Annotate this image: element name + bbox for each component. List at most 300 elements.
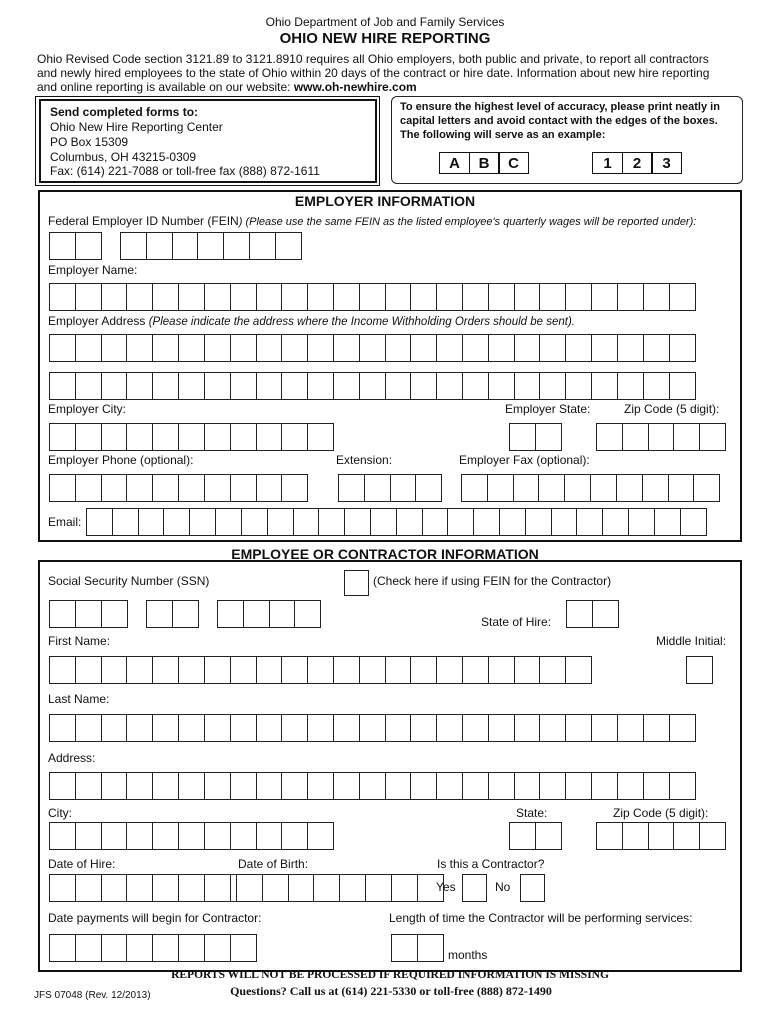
char-box[interactable]	[75, 714, 102, 742]
char-box[interactable]	[241, 508, 268, 536]
char-box[interactable]	[539, 714, 566, 742]
char-box[interactable]	[462, 656, 489, 684]
char-box[interactable]	[75, 772, 102, 800]
char-box[interactable]	[281, 822, 308, 850]
char-box[interactable]	[126, 934, 153, 962]
char-box[interactable]	[385, 714, 412, 742]
char-box[interactable]	[307, 372, 334, 400]
char-box[interactable]	[576, 508, 603, 536]
char-box[interactable]	[152, 283, 179, 311]
char-box[interactable]	[178, 822, 205, 850]
char-box[interactable]	[49, 232, 76, 260]
char-box[interactable]	[699, 822, 726, 850]
char-box[interactable]	[178, 334, 205, 362]
char-box[interactable]	[462, 334, 489, 362]
char-box[interactable]	[86, 508, 113, 536]
char-box[interactable]	[101, 772, 128, 800]
char-box[interactable]	[256, 772, 283, 800]
employee-zip-boxes[interactable]	[596, 822, 725, 850]
ssn-area-boxes[interactable]	[49, 600, 126, 628]
char-box[interactable]	[101, 600, 128, 628]
char-box[interactable]	[462, 372, 489, 400]
char-box[interactable]	[307, 283, 334, 311]
char-box[interactable]	[565, 372, 592, 400]
char-box[interactable]	[152, 772, 179, 800]
char-box[interactable]	[461, 474, 488, 502]
char-box[interactable]	[178, 874, 205, 902]
char-box[interactable]	[307, 714, 334, 742]
char-box[interactable]	[281, 714, 308, 742]
char-box[interactable]	[596, 822, 623, 850]
char-box[interactable]	[565, 283, 592, 311]
char-box[interactable]	[514, 372, 541, 400]
char-box[interactable]	[256, 372, 283, 400]
char-box[interactable]	[591, 283, 618, 311]
char-box[interactable]	[473, 508, 500, 536]
char-box[interactable]	[101, 423, 128, 451]
char-box[interactable]	[75, 874, 102, 902]
char-box[interactable]	[514, 772, 541, 800]
char-box[interactable]	[163, 508, 190, 536]
char-box[interactable]	[288, 874, 315, 902]
char-box[interactable]	[385, 283, 412, 311]
char-box[interactable]	[686, 656, 713, 684]
char-box[interactable]	[178, 656, 205, 684]
char-box[interactable]	[49, 822, 76, 850]
char-box[interactable]	[591, 372, 618, 400]
char-box[interactable]	[565, 334, 592, 362]
char-box[interactable]	[539, 772, 566, 800]
char-box[interactable]	[152, 822, 179, 850]
char-box[interactable]	[509, 423, 536, 451]
char-box[interactable]	[514, 656, 541, 684]
char-box[interactable]	[75, 423, 102, 451]
employer-address-line2-boxes[interactable]	[49, 372, 694, 400]
char-box[interactable]	[49, 423, 76, 451]
char-box[interactable]	[699, 423, 726, 451]
char-box[interactable]	[359, 772, 386, 800]
char-box[interactable]	[669, 372, 696, 400]
char-box[interactable]	[204, 714, 231, 742]
char-box[interactable]	[120, 232, 147, 260]
char-box[interactable]	[447, 508, 474, 536]
char-box[interactable]	[172, 600, 199, 628]
char-box[interactable]	[648, 423, 675, 451]
char-box[interactable]	[204, 372, 231, 400]
char-box[interactable]	[410, 334, 437, 362]
char-box[interactable]	[591, 772, 618, 800]
char-box[interactable]	[49, 372, 76, 400]
char-box[interactable]	[126, 474, 153, 502]
char-box[interactable]	[49, 714, 76, 742]
char-box[interactable]	[391, 934, 418, 962]
char-box[interactable]	[539, 334, 566, 362]
char-box[interactable]	[223, 232, 250, 260]
char-box[interactable]	[230, 714, 257, 742]
char-box[interactable]	[488, 656, 515, 684]
char-box[interactable]	[178, 423, 205, 451]
char-box[interactable]	[204, 474, 231, 502]
employer-email-boxes[interactable]	[86, 508, 706, 536]
char-box[interactable]	[539, 283, 566, 311]
char-box[interactable]	[359, 334, 386, 362]
employee-state-boxes[interactable]	[509, 822, 561, 850]
contractor-yes-checkbox[interactable]	[462, 874, 487, 902]
char-box[interactable]	[410, 283, 437, 311]
char-box[interactable]	[359, 714, 386, 742]
char-box[interactable]	[281, 772, 308, 800]
date-of-hire-boxes[interactable]	[49, 874, 256, 902]
char-box[interactable]	[628, 508, 655, 536]
char-box[interactable]	[313, 874, 340, 902]
char-box[interactable]	[488, 714, 515, 742]
char-box[interactable]	[230, 772, 257, 800]
char-box[interactable]	[643, 334, 670, 362]
char-box[interactable]	[75, 474, 102, 502]
char-box[interactable]	[230, 656, 257, 684]
website-link[interactable]: www.oh-newhire.com	[293, 80, 417, 94]
char-box[interactable]	[204, 874, 231, 902]
char-box[interactable]	[230, 334, 257, 362]
char-box[interactable]	[410, 372, 437, 400]
employer-zip-boxes[interactable]	[596, 423, 725, 451]
char-box[interactable]	[591, 714, 618, 742]
char-box[interactable]	[616, 474, 643, 502]
char-box[interactable]	[668, 474, 695, 502]
char-box[interactable]	[256, 822, 283, 850]
char-box[interactable]	[178, 772, 205, 800]
char-box[interactable]	[75, 283, 102, 311]
char-box[interactable]	[49, 874, 76, 902]
char-box[interactable]	[385, 656, 412, 684]
char-box[interactable]	[112, 508, 139, 536]
char-box[interactable]	[488, 283, 515, 311]
char-box[interactable]	[204, 822, 231, 850]
char-box[interactable]	[178, 474, 205, 502]
char-box[interactable]	[415, 474, 442, 502]
char-box[interactable]	[648, 822, 675, 850]
char-box[interactable]	[230, 423, 257, 451]
char-box[interactable]	[643, 372, 670, 400]
char-box[interactable]	[565, 656, 592, 684]
middle-initial-box[interactable]	[686, 656, 712, 684]
char-box[interactable]	[396, 508, 423, 536]
contractor-no-checkbox[interactable]	[520, 874, 545, 902]
char-box[interactable]	[307, 772, 334, 800]
char-box[interactable]	[499, 508, 526, 536]
char-box[interactable]	[243, 600, 270, 628]
employer-fax-boxes[interactable]	[461, 474, 719, 502]
char-box[interactable]	[101, 874, 128, 902]
char-box[interactable]	[152, 714, 179, 742]
char-box[interactable]	[410, 772, 437, 800]
char-box[interactable]	[513, 474, 540, 502]
char-box[interactable]	[236, 874, 263, 902]
char-box[interactable]	[230, 474, 257, 502]
char-box[interactable]	[525, 508, 552, 536]
payments-begin-boxes[interactable]	[49, 934, 256, 962]
char-box[interactable]	[318, 508, 345, 536]
char-box[interactable]	[204, 423, 231, 451]
char-box[interactable]	[359, 372, 386, 400]
char-box[interactable]	[275, 232, 302, 260]
char-box[interactable]	[617, 714, 644, 742]
char-box[interactable]	[75, 334, 102, 362]
char-box[interactable]	[410, 656, 437, 684]
char-box[interactable]	[622, 423, 649, 451]
char-box[interactable]	[152, 474, 179, 502]
char-box[interactable]	[256, 656, 283, 684]
fein-contractor-checkbox[interactable]	[344, 570, 369, 596]
employer-state-boxes[interactable]	[509, 423, 561, 451]
char-box[interactable]	[75, 232, 102, 260]
char-box[interactable]	[152, 656, 179, 684]
char-box[interactable]	[126, 334, 153, 362]
char-box[interactable]	[152, 372, 179, 400]
char-box[interactable]	[565, 772, 592, 800]
char-box[interactable]	[436, 772, 463, 800]
char-box[interactable]	[462, 714, 489, 742]
char-box[interactable]	[385, 372, 412, 400]
char-box[interactable]	[49, 600, 76, 628]
char-box[interactable]	[590, 474, 617, 502]
char-box[interactable]	[152, 334, 179, 362]
last-name-boxes[interactable]	[49, 714, 694, 742]
char-box[interactable]	[230, 822, 257, 850]
char-box[interactable]	[436, 714, 463, 742]
char-box[interactable]	[281, 474, 308, 502]
char-box[interactable]	[294, 600, 321, 628]
char-box[interactable]	[138, 508, 165, 536]
char-box[interactable]	[230, 372, 257, 400]
char-box[interactable]	[535, 423, 562, 451]
char-box[interactable]	[230, 283, 257, 311]
char-box[interactable]	[338, 474, 365, 502]
char-box[interactable]	[617, 772, 644, 800]
char-box[interactable]	[75, 372, 102, 400]
char-box[interactable]	[643, 772, 670, 800]
char-box[interactable]	[172, 232, 199, 260]
char-box[interactable]	[535, 822, 562, 850]
char-box[interactable]	[617, 334, 644, 362]
char-box[interactable]	[591, 334, 618, 362]
char-box[interactable]	[101, 474, 128, 502]
char-box[interactable]	[281, 423, 308, 451]
char-box[interactable]	[385, 334, 412, 362]
char-box[interactable]	[215, 508, 242, 536]
ssn-serial-boxes[interactable]	[217, 600, 320, 628]
char-box[interactable]	[230, 934, 257, 962]
first-name-boxes[interactable]	[49, 656, 591, 684]
char-box[interactable]	[596, 423, 623, 451]
employer-name-boxes[interactable]	[49, 283, 694, 311]
char-box[interactable]	[146, 600, 173, 628]
char-box[interactable]	[204, 656, 231, 684]
char-box[interactable]	[189, 508, 216, 536]
char-box[interactable]	[462, 772, 489, 800]
char-box[interactable]	[101, 334, 128, 362]
char-box[interactable]	[126, 656, 153, 684]
char-box[interactable]	[269, 600, 296, 628]
char-box[interactable]	[436, 656, 463, 684]
char-box[interactable]	[488, 334, 515, 362]
char-box[interactable]	[673, 423, 700, 451]
char-box[interactable]	[509, 822, 536, 850]
char-box[interactable]	[488, 772, 515, 800]
char-box[interactable]	[339, 874, 366, 902]
char-box[interactable]	[101, 283, 128, 311]
char-box[interactable]	[256, 334, 283, 362]
char-box[interactable]	[333, 334, 360, 362]
char-box[interactable]	[422, 508, 449, 536]
char-box[interactable]	[204, 934, 231, 962]
char-box[interactable]	[75, 934, 102, 962]
char-box[interactable]	[256, 423, 283, 451]
char-box[interactable]	[333, 283, 360, 311]
char-box[interactable]	[126, 772, 153, 800]
char-box[interactable]	[256, 474, 283, 502]
char-box[interactable]	[390, 474, 417, 502]
employee-address-boxes[interactable]	[49, 772, 694, 800]
char-box[interactable]	[410, 714, 437, 742]
char-box[interactable]	[307, 822, 334, 850]
char-box[interactable]	[126, 283, 153, 311]
char-box[interactable]	[126, 822, 153, 850]
char-box[interactable]	[281, 283, 308, 311]
char-box[interactable]	[673, 822, 700, 850]
char-box[interactable]	[126, 423, 153, 451]
char-box[interactable]	[602, 508, 629, 536]
char-box[interactable]	[365, 874, 392, 902]
char-box[interactable]	[146, 232, 173, 260]
char-box[interactable]	[642, 474, 669, 502]
char-box[interactable]	[487, 474, 514, 502]
char-box[interactable]	[256, 283, 283, 311]
char-box[interactable]	[152, 423, 179, 451]
char-box[interactable]	[643, 283, 670, 311]
char-box[interactable]	[514, 334, 541, 362]
char-box[interactable]	[217, 600, 244, 628]
char-box[interactable]	[152, 934, 179, 962]
char-box[interactable]	[436, 283, 463, 311]
char-box[interactable]	[344, 508, 371, 536]
char-box[interactable]	[126, 714, 153, 742]
char-box[interactable]	[551, 508, 578, 536]
char-box[interactable]	[622, 822, 649, 850]
char-box[interactable]	[538, 474, 565, 502]
char-box[interactable]	[197, 232, 224, 260]
char-box[interactable]	[359, 283, 386, 311]
char-box[interactable]	[488, 372, 515, 400]
char-box[interactable]	[333, 656, 360, 684]
char-box[interactable]	[293, 508, 320, 536]
char-box[interactable]	[75, 600, 102, 628]
char-box[interactable]	[101, 656, 128, 684]
char-box[interactable]	[364, 474, 391, 502]
char-box[interactable]	[178, 372, 205, 400]
char-box[interactable]	[262, 874, 289, 902]
char-box[interactable]	[617, 283, 644, 311]
char-box[interactable]	[539, 372, 566, 400]
employer-phone-boxes[interactable]	[49, 474, 307, 502]
char-box[interactable]	[307, 334, 334, 362]
char-box[interactable]	[564, 474, 591, 502]
char-box[interactable]	[281, 372, 308, 400]
char-box[interactable]	[249, 232, 276, 260]
char-box[interactable]	[75, 656, 102, 684]
char-box[interactable]	[204, 334, 231, 362]
ssn-group-boxes[interactable]	[146, 600, 198, 628]
char-box[interactable]	[49, 934, 76, 962]
char-box[interactable]	[49, 772, 76, 800]
char-box[interactable]	[49, 474, 76, 502]
char-box[interactable]	[436, 334, 463, 362]
char-box[interactable]	[178, 283, 205, 311]
char-box[interactable]	[333, 714, 360, 742]
char-box[interactable]	[514, 283, 541, 311]
char-box[interactable]	[669, 772, 696, 800]
char-box[interactable]	[669, 334, 696, 362]
char-box[interactable]	[333, 372, 360, 400]
char-box[interactable]	[307, 423, 334, 451]
char-box[interactable]	[281, 656, 308, 684]
char-box[interactable]	[462, 283, 489, 311]
char-box[interactable]	[267, 508, 294, 536]
char-box[interactable]	[417, 934, 444, 962]
char-box[interactable]	[359, 656, 386, 684]
char-box[interactable]	[566, 600, 593, 628]
char-box[interactable]	[75, 822, 102, 850]
char-box[interactable]	[152, 874, 179, 902]
char-box[interactable]	[256, 714, 283, 742]
char-box[interactable]	[178, 934, 205, 962]
fein-suffix-boxes[interactable]	[120, 232, 301, 260]
char-box[interactable]	[643, 714, 670, 742]
months-boxes[interactable]	[391, 934, 443, 962]
char-box[interactable]	[101, 372, 128, 400]
employer-extension-boxes[interactable]	[338, 474, 441, 502]
employee-city-boxes[interactable]	[49, 822, 333, 850]
char-box[interactable]	[669, 283, 696, 311]
char-box[interactable]	[669, 714, 696, 742]
char-box[interactable]	[385, 772, 412, 800]
char-box[interactable]	[680, 508, 707, 536]
char-box[interactable]	[654, 508, 681, 536]
char-box[interactable]	[592, 600, 619, 628]
date-of-birth-boxes[interactable]	[236, 874, 443, 902]
fein-prefix-boxes[interactable]	[49, 232, 101, 260]
char-box[interactable]	[693, 474, 720, 502]
char-box[interactable]	[204, 283, 231, 311]
state-of-hire-boxes[interactable]	[566, 600, 618, 628]
char-box[interactable]	[178, 714, 205, 742]
char-box[interactable]	[307, 656, 334, 684]
char-box[interactable]	[436, 372, 463, 400]
char-box[interactable]	[101, 714, 128, 742]
char-box[interactable]	[281, 334, 308, 362]
char-box[interactable]	[101, 822, 128, 850]
employer-city-boxes[interactable]	[49, 423, 333, 451]
char-box[interactable]	[49, 334, 76, 362]
char-box[interactable]	[126, 372, 153, 400]
char-box[interactable]	[617, 372, 644, 400]
char-box[interactable]	[539, 656, 566, 684]
char-box[interactable]	[101, 934, 128, 962]
char-box[interactable]	[204, 772, 231, 800]
char-box[interactable]	[333, 772, 360, 800]
char-box[interactable]	[370, 508, 397, 536]
char-box[interactable]	[391, 874, 418, 902]
